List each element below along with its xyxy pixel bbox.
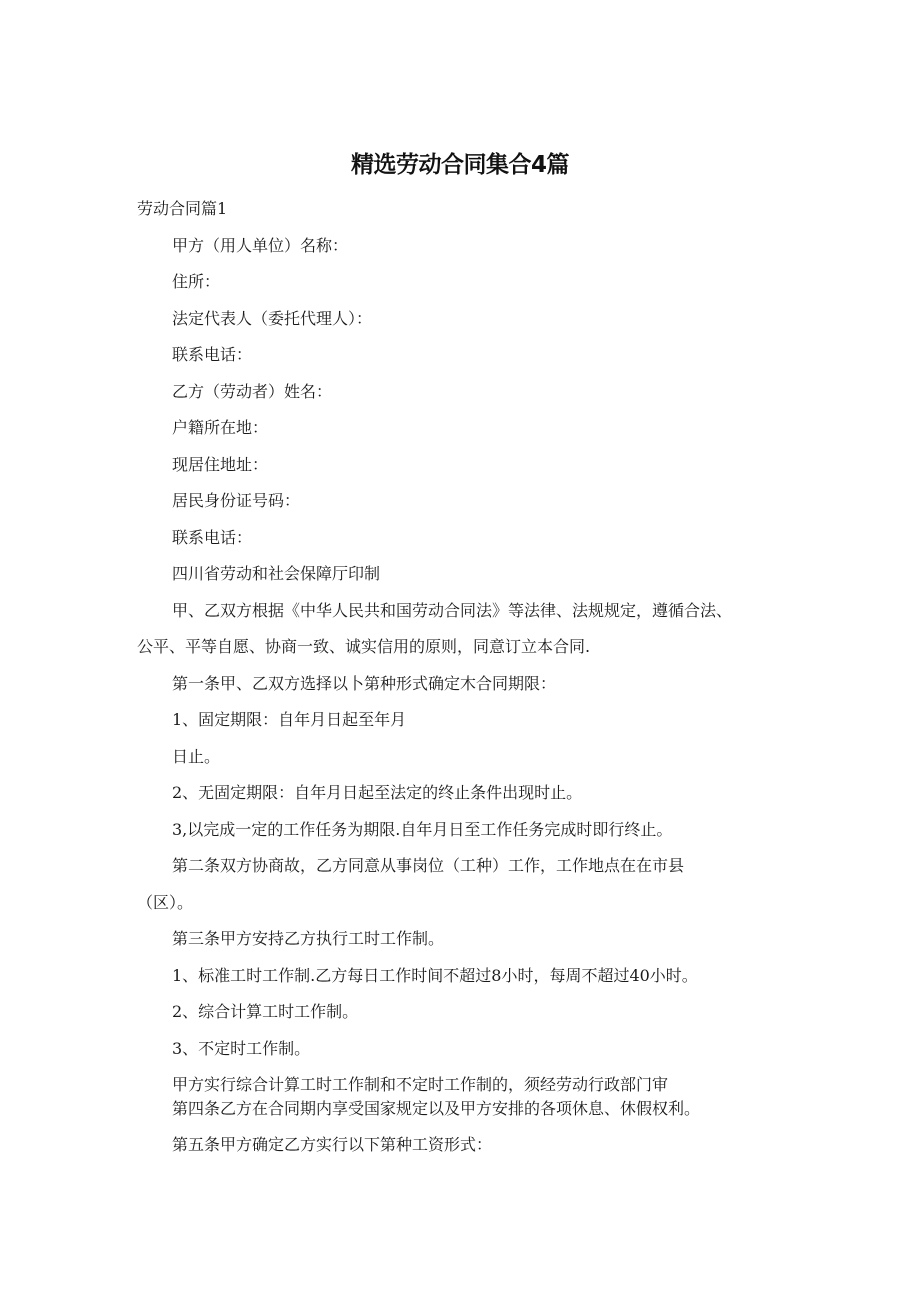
article-5-line: 第五条甲方确定乙方实行以下第种工资形式： bbox=[172, 1135, 493, 1154]
clause-line: 日止。 bbox=[172, 747, 221, 766]
clause-line: 2、无固定期限：自年月日起至法定的终止条件出现时止。 bbox=[172, 783, 583, 802]
clause-line: 3、不定时工作制。 bbox=[172, 1039, 311, 1058]
printed-by-line: 四川省劳动和社会保障厅印制 bbox=[172, 564, 381, 583]
article-2-line: 第二条双方协商故，乙方同意从事岗位（工种）工作，工作地点在在市县 bbox=[172, 856, 685, 875]
party-b-phone-line: 联系电话： bbox=[172, 528, 253, 547]
legal-representative-line: 法定代表人（委托代理人）： bbox=[172, 309, 373, 328]
article-2-continuation: （区）。 bbox=[137, 893, 194, 912]
paragraph-line: 甲、乙双方根据《中华人民共和国劳动合同法》等法律、法规规定，遵循合法、 bbox=[172, 601, 733, 620]
paragraph-line: 甲方实行综合计算工时工作制和不定时工作制的，须经劳动行政部门审 bbox=[172, 1075, 669, 1094]
id-number-line: 居民身份证号码： bbox=[172, 491, 301, 510]
clause-line: 1、固定期限：自年月日起至年月 bbox=[172, 710, 407, 729]
party-a-phone-line: 联系电话： bbox=[172, 345, 253, 364]
clause-line: 1、标准工时工作制.乙方每日工作时间不超过8小时，每周不超过40小时。 bbox=[172, 966, 698, 985]
section-heading: 劳动合同篇1 bbox=[137, 199, 228, 218]
clause-line: 2、综合计算工时工作制。 bbox=[172, 1002, 359, 1021]
article-4-line: 第四条乙方在合同期内享受国家规定以及甲方安排的各项休息、休假权利。 bbox=[172, 1099, 701, 1118]
party-b-name-line: 乙方（劳动者）姓名： bbox=[172, 382, 333, 401]
article-3-line: 第三条甲方安持乙方执行工时工作制。 bbox=[172, 929, 445, 948]
clause-line: 3,以完成一定的工作任务为期限.自年月日至工作任务完成时即行终止。 bbox=[172, 820, 673, 839]
party-a-address-line: 住所： bbox=[172, 272, 221, 291]
household-registration-line: 户籍所在地： bbox=[172, 418, 269, 437]
paragraph-line: 公平、平等自愿、协商一致、诚实信用的原则，同意订立本合同. bbox=[137, 637, 591, 656]
article-1-line: 第一条甲、乙双方选择以卜第种形式确定木合同期限： bbox=[172, 674, 557, 693]
current-address-line: 现居住地址： bbox=[172, 455, 269, 474]
document-title: 精选劳动合同集合4篇 bbox=[350, 152, 569, 178]
party-a-name-line: 甲方（用人单位）名称： bbox=[172, 236, 349, 255]
